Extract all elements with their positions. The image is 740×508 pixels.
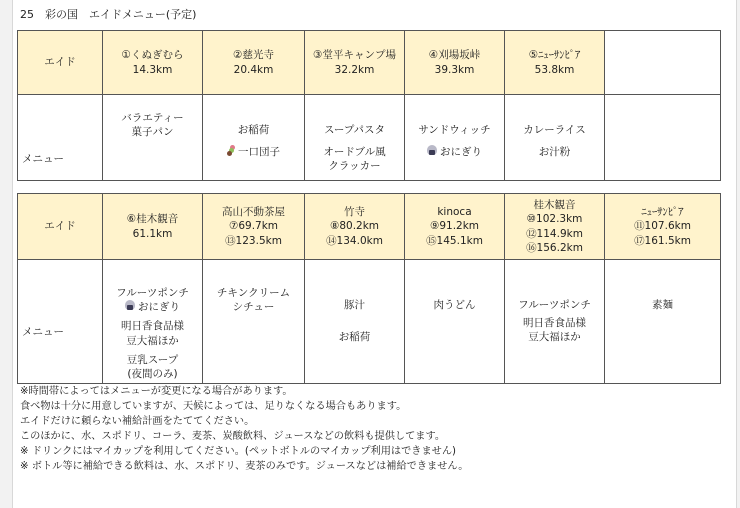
menu-cell bbox=[405, 95, 505, 181]
aid-cell bbox=[605, 194, 721, 260]
aid-distance: ⑪107.6km bbox=[634, 220, 691, 233]
aid-distance: 39.3km bbox=[434, 63, 475, 76]
aid-menu-row bbox=[18, 260, 721, 384]
menu-item: バラエティー bbox=[121, 112, 184, 124]
menu-cell bbox=[305, 260, 405, 384]
menu-cell-empty bbox=[605, 95, 721, 181]
aid-distance: ⑭134.0km bbox=[326, 234, 383, 247]
menu-cell bbox=[405, 260, 505, 384]
menu-cell bbox=[505, 95, 605, 181]
note-line: 食べ物は十分に用意していますが、天候によっては、足りなくなる場合もあります。 bbox=[20, 401, 407, 412]
menu-item: おにぎり bbox=[440, 146, 482, 159]
menu-item: 菓子パン bbox=[131, 126, 174, 139]
menu-item: おにぎり bbox=[138, 301, 180, 314]
document-title: 25 彩の国 エイドメニュー(予定) bbox=[20, 8, 197, 21]
aid-cell bbox=[103, 194, 203, 260]
menu-item: フルーツポンチ bbox=[116, 287, 189, 299]
menu-cell bbox=[103, 95, 203, 181]
aid-header-label: エイド bbox=[18, 31, 103, 95]
menu-label: メニュー bbox=[18, 95, 103, 181]
aid-name: ③堂平キャンプ場 bbox=[313, 49, 396, 62]
aid-distance: 61.1km bbox=[132, 227, 173, 240]
menu-item: お稲荷 bbox=[338, 331, 371, 344]
menu-item: 豚汁 bbox=[344, 299, 365, 311]
aid-header-row bbox=[18, 194, 721, 260]
aid-cell bbox=[405, 31, 505, 95]
menu-item: フルーツポンチ bbox=[518, 299, 591, 311]
aid-distance: ⑧80.2km bbox=[329, 220, 380, 233]
aid-distance: ⑰161.5km bbox=[634, 234, 691, 247]
note-line: ※ ボトル等に補給できる飲料は、水、スポドリ、麦茶のみです。ジュースなどは補給できません。 bbox=[20, 461, 469, 472]
aid-cell bbox=[505, 31, 605, 95]
aid-distance: ⑯156.2km bbox=[526, 241, 583, 254]
aid-cell bbox=[305, 194, 405, 260]
menu-item: お汁粉 bbox=[538, 146, 571, 159]
aid-name: ①くぬぎむら bbox=[121, 49, 184, 62]
aid-name: ②慈光寺 bbox=[233, 49, 274, 62]
note-line: このほかに、水、スポドリ、コーラ、麦茶、炭酸飲料、ジュースなどの飲料も提供してます。 bbox=[20, 431, 446, 442]
aid-table-first bbox=[17, 30, 721, 181]
aid-distance: 14.3km bbox=[132, 63, 173, 76]
onigiri-icon bbox=[125, 300, 135, 311]
aid-cell bbox=[305, 31, 405, 95]
menu-item: 豆大福ほか bbox=[528, 331, 581, 344]
notes bbox=[20, 384, 468, 474]
note-line: エイドだけに頼らない補給計画をたててください。 bbox=[20, 416, 255, 427]
aid-name: ⑥桂木観音 bbox=[126, 213, 179, 226]
aid-name: ④刈場坂峠 bbox=[428, 49, 481, 62]
menu-item: 肉うどん bbox=[433, 299, 476, 311]
aid-cell bbox=[203, 194, 305, 260]
aid-cell bbox=[203, 31, 305, 95]
menu-item: 豆大福ほか bbox=[126, 334, 179, 347]
menu-item: クラッカー bbox=[328, 160, 381, 173]
aid-distance: 32.2km bbox=[334, 63, 375, 76]
menu-item: チキンクリーム bbox=[216, 287, 291, 299]
aid-header-row bbox=[18, 31, 721, 95]
menu-item: カレーライス bbox=[523, 124, 586, 136]
aid-distance: ⑫114.9km bbox=[526, 227, 583, 240]
aid-distance: ⑮145.1km bbox=[426, 234, 483, 247]
menu-cell bbox=[605, 260, 721, 384]
aid-table-second bbox=[17, 193, 721, 384]
menu-item: 素麺 bbox=[652, 299, 673, 311]
aid-name: 竹寺 bbox=[344, 206, 365, 219]
aid-cell bbox=[103, 31, 203, 95]
aid-name: 桂木観音 bbox=[533, 199, 576, 212]
aid-distance: 20.4km bbox=[233, 63, 274, 76]
menu-item: 明日香食品様 bbox=[121, 320, 184, 333]
aid-distance: ⑨91.2km bbox=[429, 220, 480, 233]
aid-distance: ⑬123.5km bbox=[225, 234, 282, 247]
aid-cell bbox=[505, 194, 605, 260]
menu-cell bbox=[203, 260, 305, 384]
menu-cell bbox=[305, 95, 405, 181]
menu-item: 豆乳スープ bbox=[126, 353, 179, 366]
aid-name: kinoca bbox=[437, 206, 472, 219]
menu-item: (夜間のみ) bbox=[127, 367, 178, 380]
note-line: ※ ドリンクにはマイカップを利用してください。(ペットボトルのマイカップ利用はできません) bbox=[20, 446, 456, 457]
menu-cell bbox=[203, 95, 305, 181]
menu-item: オードブル風 bbox=[323, 146, 386, 159]
aid-cell bbox=[405, 194, 505, 260]
menu-cell bbox=[103, 260, 203, 384]
menu-label: メニュー bbox=[18, 260, 103, 384]
menu-item: お稲荷 bbox=[237, 124, 270, 136]
menu-item: 一口団子 bbox=[238, 146, 280, 159]
menu-item: シチュー bbox=[232, 301, 275, 314]
aid-distance: ⑩102.3km bbox=[526, 213, 583, 226]
menu-cell bbox=[505, 260, 605, 384]
note-line: ※時間帯によってはメニューが変更になる場合があります。 bbox=[20, 386, 293, 397]
menu-item: スープパスタ bbox=[323, 124, 386, 136]
aid-distance: 53.8km bbox=[534, 63, 575, 76]
aid-cell-empty bbox=[605, 31, 721, 95]
aid-name: ﾆｭｰｻﾝﾋﾟｱ bbox=[641, 206, 684, 219]
menu-item: サンドウィッチ bbox=[418, 124, 491, 136]
aid-header-label: エイド bbox=[18, 194, 103, 260]
onigiri-icon bbox=[427, 145, 437, 156]
aid-menu-row bbox=[18, 95, 721, 181]
aid-distance: ⑦69.7km bbox=[228, 220, 279, 233]
menu-item: 明日香食品様 bbox=[523, 317, 586, 330]
aid-name: 高山不動茶屋 bbox=[222, 206, 285, 219]
dango-icon bbox=[227, 145, 235, 156]
aid-name: ⑤ﾆｭｰｻﾝﾋﾟｱ bbox=[528, 49, 581, 62]
